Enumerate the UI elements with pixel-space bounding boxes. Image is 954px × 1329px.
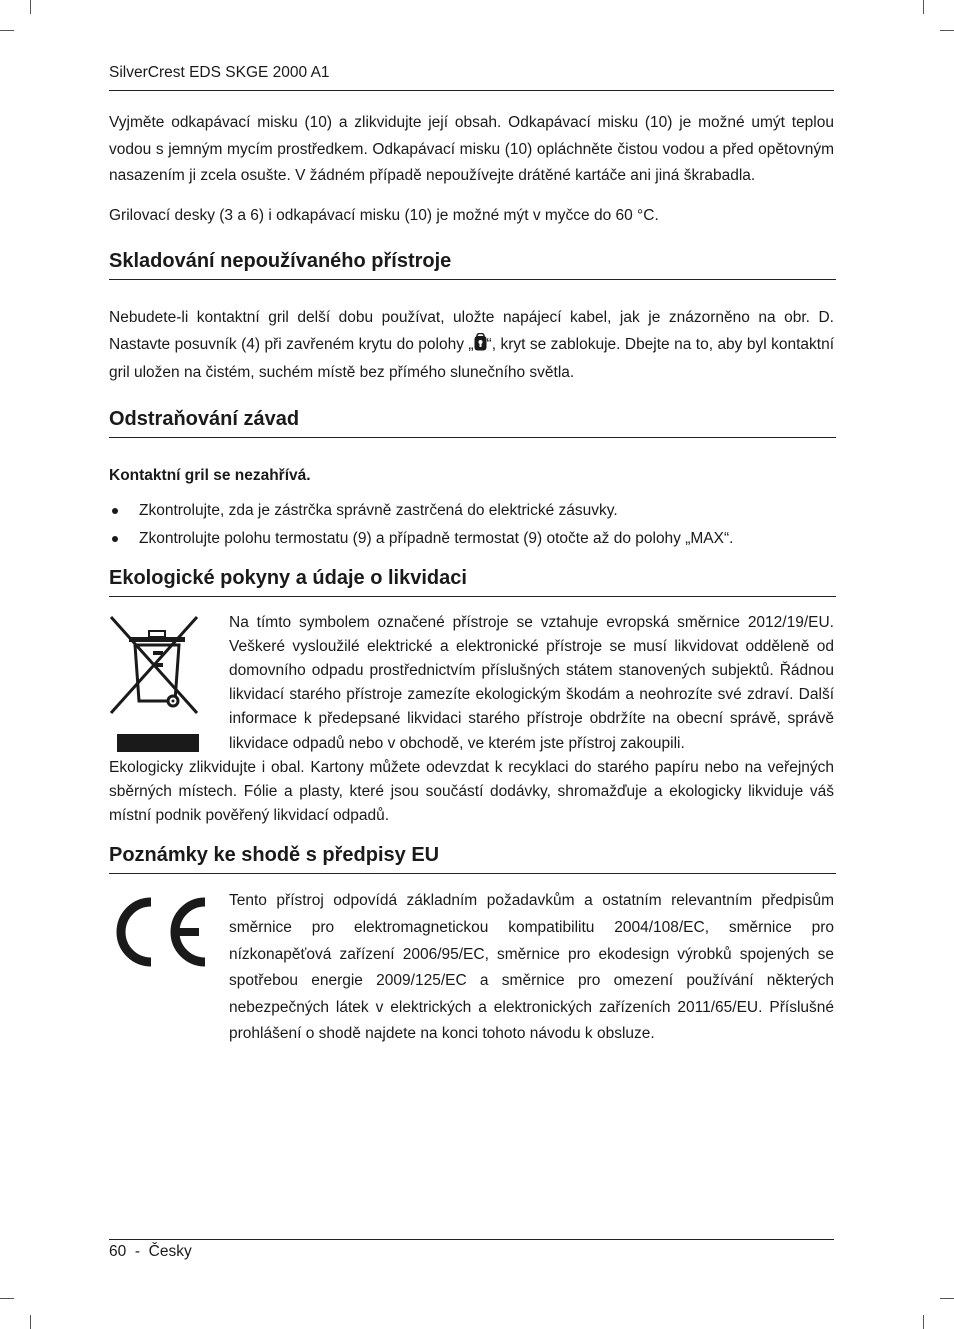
section-heading-eu: Poznámky ke shodě s předpisy EU [109,844,836,874]
lock-position-icon [474,333,487,361]
crop-mark [923,0,924,14]
bullet-icon [112,536,118,542]
eu-text-box [229,888,834,1048]
disposal-block [109,611,834,756]
ce-mark-icon [109,896,209,973]
disposal-text-box [229,611,834,756]
disposal-paragraph: Na tímto symbolem označené přístroje se vztahuje evropská směrnice 2012/19/EU. Veškeré vysloužilé elektrické a elektronické přístroje se musí likvidovat odděleně od domovního odpadu prostřednictvím příslušných státem stanovených subjektů. Řádnou likvidací starého přístroje zamezíte ekologickým škodám a neohrozíte své zdraví. Další informace k předepsané likvidaci starého přístroje obdržíte na obecní správě, správě likvidace odpadů nebo v obchodě, ve kterém jste přístroj zakoupili. [229,613,834,752]
troubleshooting-subheading: Kontaktní gril se nezahřívá. [109,466,311,484]
page-footer: 60 - Česky [109,1243,192,1260]
crop-mark [940,30,954,31]
list-item: Zkontrolujte, zda je zástrčka správně zastrčená do elektrické zásuvky. [109,497,834,525]
crop-mark [940,1298,954,1299]
intro-paragraph: Vyjměte odkapávací misku (10) a zlikvidujte její obsah. Odkapávací misku (10) je možné umýt teplou vodou s jemným mycím prostředkem. Odkapávací misku (10) opláchněte čistou vodou a před opětovným nasazením ji zcela osušte. V žádném případě nepoužívejte drátěné kartáče ani jiná škrabadla. [109,114,834,184]
crop-mark [923,1315,924,1329]
page-header-title: SilverCrest EDS SKGE 2000 A1 [109,64,330,81]
bullet-icon [112,508,118,514]
section-heading-disposal: Ekologické pokyny a údaje o likvidaci [109,567,836,597]
list-item: Zkontrolujte polohu termostatu (9) a případně termostat (9) otočte až do polohy „MAX“. [109,525,834,553]
weee-crossed-bin-icon [109,615,209,760]
troubleshooting-list [109,497,834,553]
page-header [109,64,834,91]
packaging-paragraph: Ekologicky zlikvidujte i obal. Kartony můžete odevzdat k recyklaci do starého papíru nebo na veřejných sběrných místech. Fólie a plasty, které jsou součástí dodávky, shromažďuje a ekologicky likviduje váš místní podnik pověřený likvidací odpadů. [109,758,834,825]
crop-mark [0,1298,14,1299]
crop-mark [30,0,31,14]
crop-mark [0,30,14,31]
intro-paragraph-dishwasher: Grilovací desky (3 a 6) i odkapávací misku (10) je možné mýt v myčce do 60 °C. [109,206,659,224]
storage-text-start: Nebudete-li kontaktní gril delší dobu používat, uložte napájecí kabel, jak je znázorněno na obr. D. Nastavte posuvník (4) při zavřeném krytu do polohy „ [109,309,834,353]
storage-paragraph [109,305,834,387]
crop-mark [30,1315,31,1329]
footer-rule [109,1239,834,1240]
page-content [109,110,834,1048]
eu-block [109,888,834,1048]
section-heading-storage: Skladování nepoužívaného přístroje [109,250,836,280]
section-heading-troubleshooting: Odstraňování závad [109,408,836,438]
eu-paragraph: Tento přístroj odpovídá základním požadavkům a ostatním relevantním předpisům směrnice pro elektromagnetickou kompatibilitu 2004/108/EC, směrnice pro nízkonapěťová zařízení 2006/95/EC, směrnice pro ekodesign výrobků spojených se spotřebou energie 2009/125/EC a směrnice pro omezení používání některých nebezpečných látek v elektrických a elektronických zařízeních 2011/65/EU. Příslušné prohlášení o shodě najdete na konci tohoto návodu k obsluze. [229,892,834,1043]
storage-text-end: “, kryt se zablokuje. Dbejte na to, aby byl kontaktní gril uložen na čistém, suchém místě bez přímého slunečního světla. [109,335,835,381]
